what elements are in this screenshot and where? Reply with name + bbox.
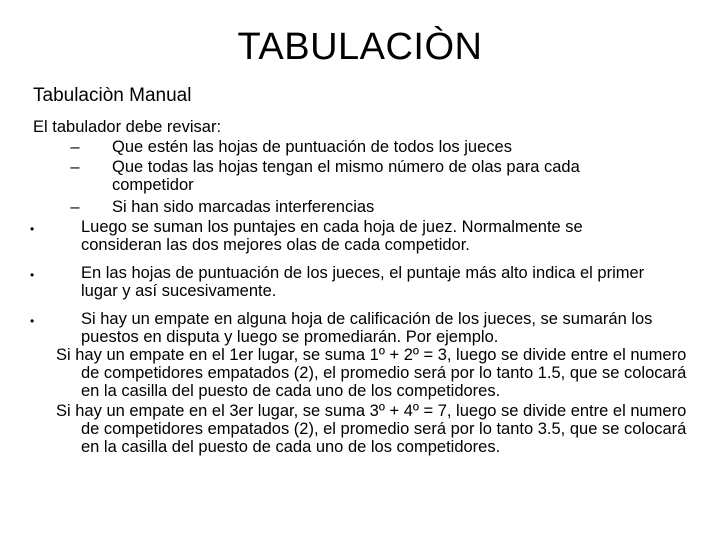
bullet-item: Si hay un empate en alguna hoja de calificación de los jueces, se sumarán los puestos en disputa y luego se promediarán. Por ejemplo. xyxy=(81,310,653,346)
sub-item: Que todas las hojas tengan el mismo número de olas para cada competidor xyxy=(112,158,580,194)
example-paragraph: Si hay un empate en el 1er lugar, se suma 1º + 2º = 3, luego se divide entre el numero de competidores empatados (2), el promedio será por lo tanto 1.5, que se colocará en la casilla del puesto de cada uno de los competidores. xyxy=(56,346,687,400)
dash-marker: – xyxy=(70,198,80,216)
slide-subtitle: Tabulaciòn Manual xyxy=(33,85,192,106)
example-paragraph: Si hay un empate en el 3er lugar, se suma 3º + 4º = 7, luego se divide entre el numero de competidores empatados (2), el promedio será por lo tanto 3.5, que se colocará en la casilla del puesto de cada uno de los competidores. xyxy=(56,402,687,456)
sub-item: Que estén las hojas de puntuación de todos los jueces xyxy=(112,138,512,156)
bullet-item: En las hojas de puntuación de los jueces, el puntaje más alto indica el primer lugar y así sucesivamente. xyxy=(81,264,645,300)
bullet-item: Luego se suman los puntajes en cada hoja de juez. Normalmente se consideran las dos mejores olas de cada competidor. xyxy=(81,218,583,254)
sub-item: Si han sido marcadas interferencias xyxy=(112,198,375,216)
bullet-marker: • xyxy=(30,222,35,236)
intro-text: El tabulador debe revisar: xyxy=(33,118,222,136)
dash-marker: – xyxy=(70,158,80,176)
slide-title: TABULACIÒN xyxy=(237,26,483,68)
bullet-marker: • xyxy=(30,268,35,282)
bullet-marker: • xyxy=(30,314,35,328)
dash-marker: – xyxy=(70,138,80,156)
